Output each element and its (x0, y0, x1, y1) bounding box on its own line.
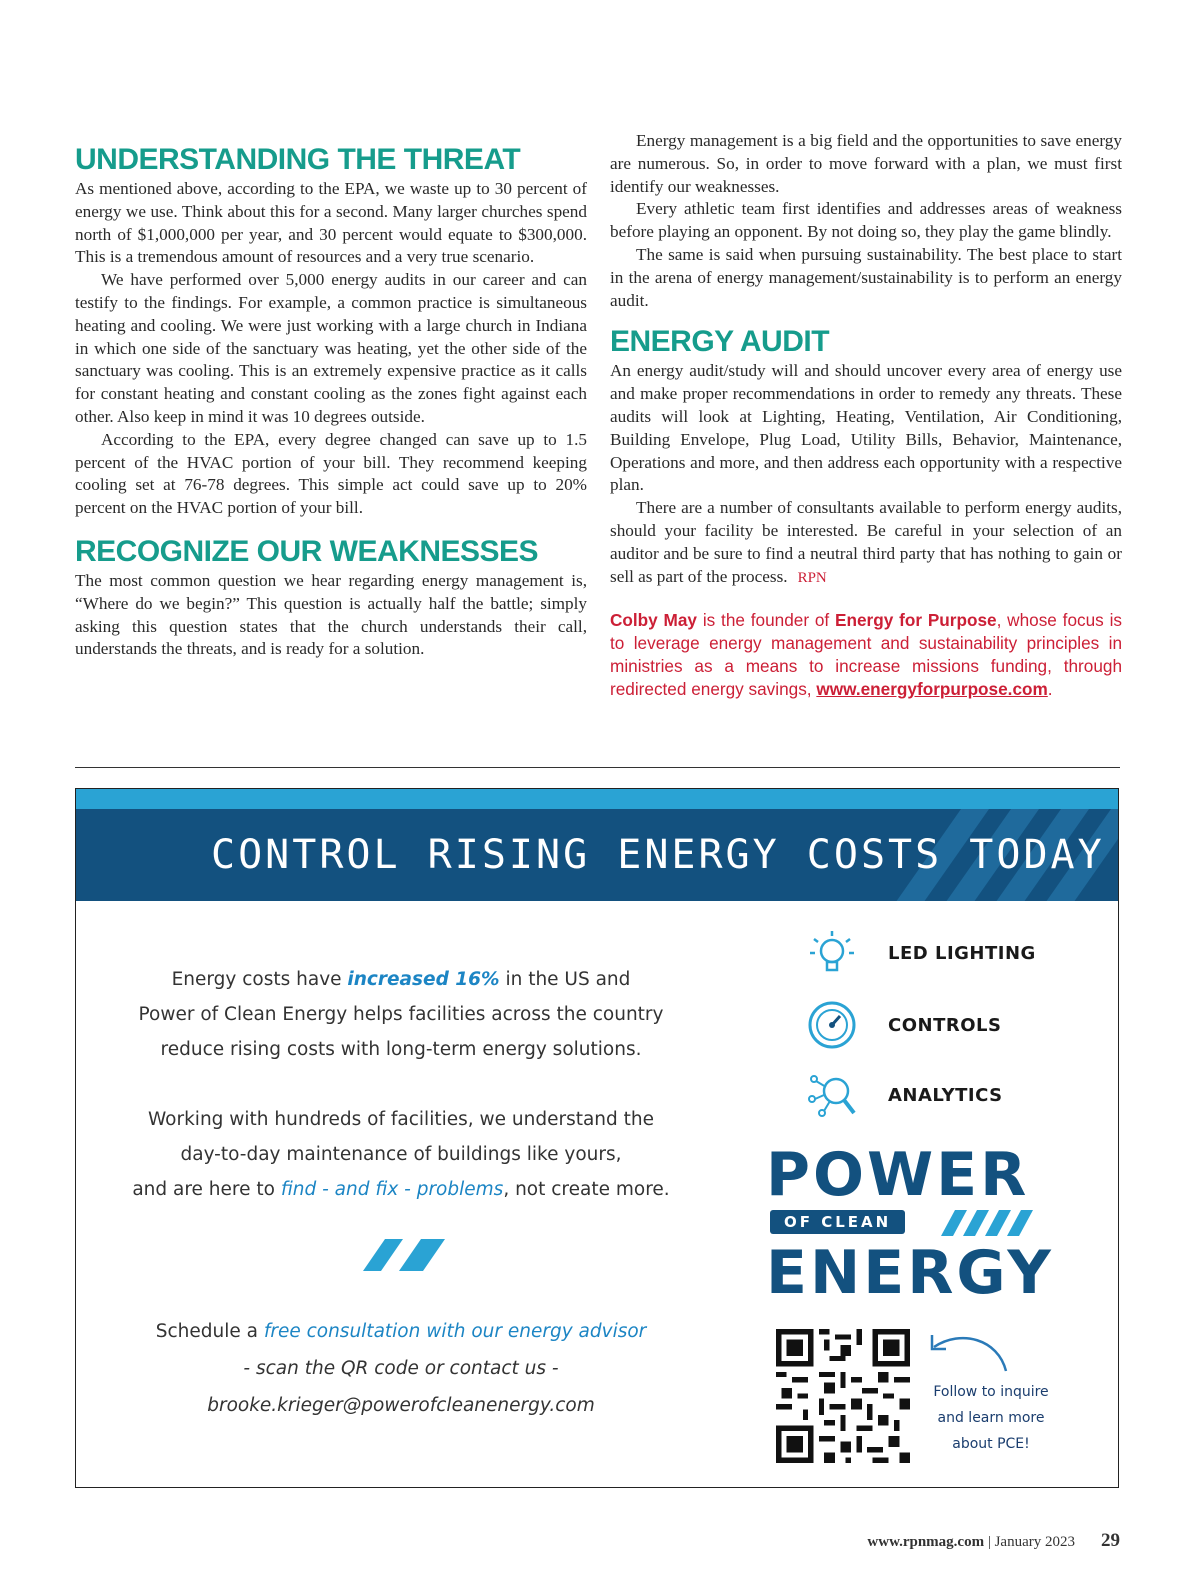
page-number: 29 (1101, 1530, 1120, 1551)
follow-line: Follow to inquire (933, 1384, 1049, 1400)
feature-controls (806, 999, 1001, 1051)
lightbulb-icon (806, 927, 858, 979)
heading-energy-audit: ENERGY AUDIT (610, 325, 830, 359)
paragraph-text: There are a number of consultants available to perform energy audits, should your facility be interested. Be careful in your selection of an auditor and be sure to find a neutral third party that has nothing to gain or sell as part of the process. (610, 498, 1122, 586)
paragraph: The most common question we hear regarding energy management is, “Where do we begin?” This question is actually half the battle; simply asking this question states that the church understands their call, understands the threats, and is ready for a solution. (75, 570, 587, 659)
ad-text: , not create more. (503, 1179, 670, 1200)
ad-line: Power of Clean Energy helps facilities across the country (138, 1004, 664, 1025)
left-column (75, 130, 587, 661)
footer-separator: | (984, 1534, 995, 1550)
logo-energy: ENERGY (766, 1238, 1054, 1308)
paragraph: Every athletic team first identifies and addresses areas of weakness before playing an opponent. By not doing so, they play the game blindly. (610, 199, 1122, 242)
feature-led-lighting (806, 927, 1036, 979)
bio-text: . (1047, 678, 1053, 699)
org-name: Energy for Purpose (835, 610, 997, 631)
ad-highlight: free consultation with our energy advisor (263, 1321, 647, 1342)
power-of-clean-energy-logo (766, 1140, 1054, 1308)
ad-contact-text (76, 1313, 726, 1424)
ad-text: in the US and (499, 969, 631, 990)
paragraph: Energy management is a big field and the opportunities to save energy are numerous. So, in order to move forward with a plan, we must first identify our weaknesses. (610, 131, 1122, 196)
ad-text: Schedule a (155, 1321, 264, 1342)
ad-line: reduce rising costs with long-term energy solutions. (160, 1039, 642, 1060)
ad-highlight: find - and fix - problems (280, 1179, 504, 1200)
double-slash-icon (363, 1239, 445, 1271)
ad-text: Energy costs have (171, 969, 348, 990)
paragraph (610, 497, 1122, 589)
logo-power: POWER (766, 1140, 1030, 1210)
author-name: Colby May (610, 610, 697, 631)
ad-title: CONTROL RISING ENERGY COSTS TODAY (211, 832, 1105, 878)
gauge-icon (806, 999, 858, 1051)
footer-url[interactable]: www.rpnmag.com (867, 1534, 985, 1550)
ad-line: Working with hundreds of facilities, we understand the (147, 1109, 655, 1130)
logo-middle (766, 1208, 1046, 1238)
paragraph: As mentioned above, according to the EPA, we waste up to 30 percent of energy we use. Think about this for a second. Many larger churches spend north of $1,000,000 per year, and 30 percent would equate to $300,000. This is a tremendous amount of resources and a very true scenario. (75, 179, 587, 267)
feature-label: LED LIGHTING (888, 942, 1036, 964)
follow-line: about PCE! (952, 1436, 1030, 1452)
paragraph: We have performed over 5,000 energy audits in our career and can testify to the findings. For example, a common practice is simultaneous heating and cooling. We were just working with a large church in Indiana in which one side of the sanctuary was heating, yet the other side of the sanctuary was cooling. This is an extremely expensive practice as it calls for constant heating and constant cooling as the zones fight against each other. Also keep in mind it was 10 degrees outside. (75, 270, 587, 426)
follow-line: and learn more (937, 1410, 1045, 1426)
feature-label: CONTROLS (888, 1014, 1002, 1036)
feature-analytics (806, 1069, 1003, 1121)
ad-line (76, 1172, 726, 1207)
ad-highlight: increased 16% (347, 969, 500, 990)
analytics-icon (806, 1069, 858, 1121)
paragraph: The same is said when pursuing sustainability. The best place to start in the arena of energy management/sustainability is to perform an energy audit. (610, 244, 1122, 310)
ad-line: day-to-day maintenance of buildings like yours, (180, 1144, 622, 1165)
page-footer (867, 1530, 1120, 1552)
website-link[interactable]: www.energyforpurpose.com (816, 678, 1048, 699)
bio-text: , whose focus is to leverage energy management and sustainability principles in ministries as a means to increase missions funding, through redirected energy savings, (610, 610, 1122, 699)
ad-top-band (76, 789, 1118, 809)
ad-title-band (76, 809, 1118, 901)
feature-label: ANALYTICS (888, 1084, 1003, 1106)
ad-intro-text (76, 962, 726, 1207)
qr-code-icon[interactable] (776, 1329, 910, 1463)
end-mark: RPN (797, 569, 827, 586)
follow-text (931, 1379, 1051, 1457)
divider-rule (75, 767, 1120, 768)
footer-date: January 2023 (994, 1534, 1075, 1550)
paragraph: According to the EPA, every degree changed can save up to 1.5 percent of the HVAC portion of your bill. They recommend keeping cooling set at 76-78 degrees. This simple act could save up to 20% percent on the HVAC portion of your bill. (75, 429, 587, 518)
advertisement (75, 788, 1119, 1488)
paragraph: An energy audit/study will and should uncover every area of energy use and make proper recommendations in order to remedy any threats. These audits will look at Lighting, Heating, Ventilation, Air Conditioning, Building Envelope, Plug Load, Utility Bills, Behavior, Maintenance, Operations and more, and then address each opportunity with a respective plan. (610, 361, 1122, 495)
logo-slashes-icon (941, 1210, 1036, 1236)
heading-understanding-threat: UNDERSTANDING THE THREAT (75, 143, 521, 176)
ad-line (76, 962, 726, 997)
heading-recognize-weaknesses: RECOGNIZE OUR WEAKNESSES (75, 534, 539, 568)
contact-email[interactable]: brooke.krieger@powerofcleanenergy.com (207, 1395, 595, 1416)
logo-of-clean: OF CLEAN (770, 1210, 905, 1234)
right-column (610, 130, 1122, 701)
ad-line (76, 1313, 726, 1350)
author-bio (610, 609, 1122, 700)
bio-text: is the founder of (697, 610, 836, 631)
ad-text: and are here to (132, 1179, 281, 1200)
curved-arrow-icon (926, 1329, 1012, 1379)
ad-line: - scan the QR code or contact us - (243, 1358, 559, 1379)
